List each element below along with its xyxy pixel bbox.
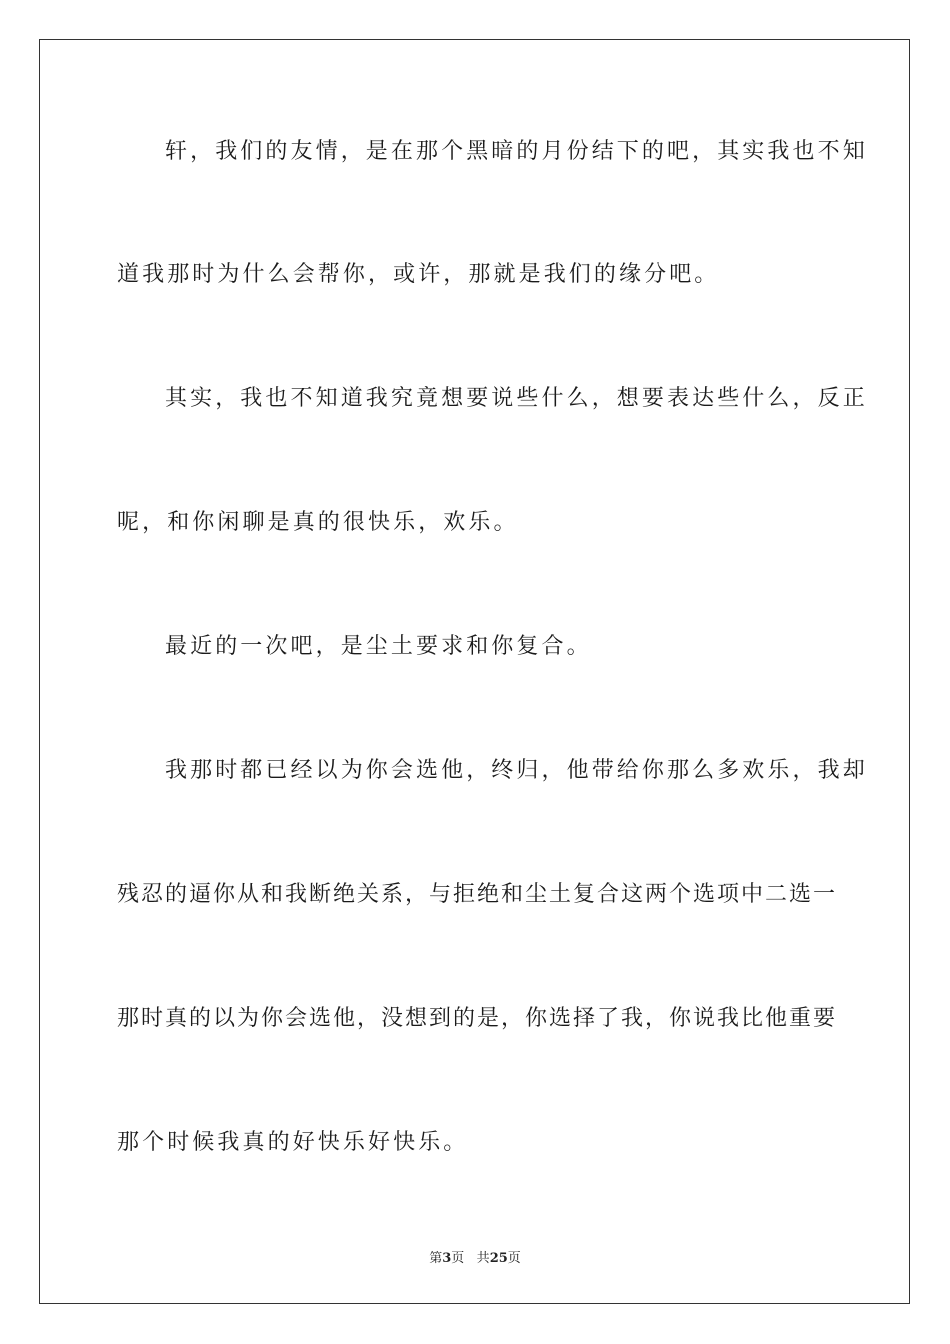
footer-total-prefix: 共 <box>476 1251 490 1266</box>
paragraph-1-line-1: 轩，我们的友情，是在那个黑暗的月份结下的吧，其实我也不知 <box>165 139 868 164</box>
paragraph-2-line-1: 其实，我也不知道我究竟想要说些什么，想要表达些什么，反正 <box>165 386 868 411</box>
paragraph-1-line-2: 道我那时为什么会帮你，或许，那就是我们的缘分吧。 <box>117 262 720 287</box>
current-page-number: 3 <box>442 1251 452 1266</box>
total-pages-number: 25 <box>489 1251 508 1266</box>
paragraph-4-line-1: 我那时都已经以为你会选他，终归，他带给你那么多欢乐，我却 <box>165 758 868 783</box>
paragraph-4-line-4: 那个时候我真的好快乐好快乐。 <box>117 1130 469 1155</box>
page-frame <box>39 39 910 1304</box>
footer-prefix: 第 <box>429 1251 443 1266</box>
page-footer <box>0 1247 950 1266</box>
footer-page-suffix: 页 <box>451 1251 465 1266</box>
paragraph-2-line-2: 呢，和你闲聊是真的很快乐，欢乐。 <box>117 510 519 535</box>
paragraph-4-line-3: 那时真的以为你会选他，没想到的是，你选择了我，你说我比他重要 <box>117 1006 838 1031</box>
paragraph-3-line-1: 最近的一次吧，是尘土要求和你复合。 <box>165 634 592 659</box>
footer-total-suffix: 页 <box>507 1251 521 1266</box>
paragraph-4-line-2: 残忍的逼你从和我断绝关系，与拒绝和尘土复合这两个选项中二选一 <box>117 882 838 907</box>
